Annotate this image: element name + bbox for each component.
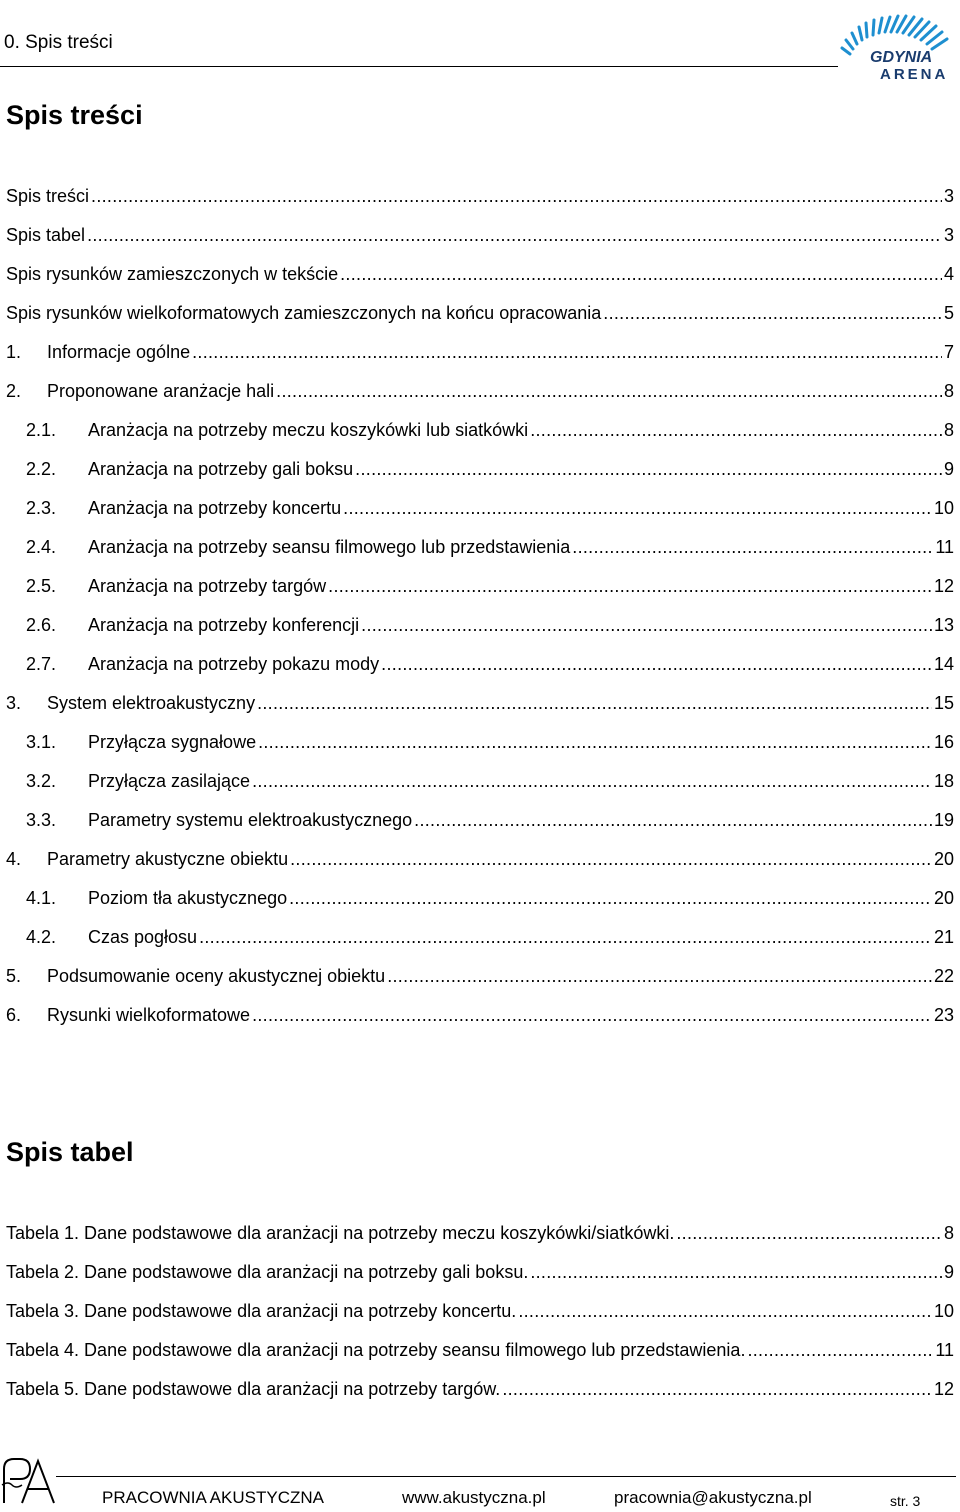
toc-entry-page: 19	[933, 810, 954, 830]
table-entry-text: Tabela 5. Dane podstawowe dla aranżacji na potrzeby targów.	[6, 1379, 501, 1399]
footer-website-link[interactable]: www.akustyczna.pl	[402, 1488, 546, 1507]
toc-entry-page: 3	[943, 186, 954, 206]
toc-entry-text: Przyłącza sygnałowe	[88, 732, 257, 752]
table-entry[interactable]	[6, 1338, 954, 1362]
toc-entry-number: 2.3.	[26, 498, 57, 518]
toc-entry[interactable]	[6, 964, 954, 988]
footer-page-number: str. 3	[890, 1493, 921, 1509]
toc-entry-text: Poziom tła akustycznego	[88, 888, 288, 908]
toc-entry-text: Podsumowanie oceny akustycznej obiektu	[47, 966, 386, 986]
section-title: 0. Spis treści	[4, 32, 113, 53]
dot-leader	[502, 1377, 932, 1401]
table-entry[interactable]	[6, 1221, 954, 1245]
toc-entry-text: Aranżacja na potrzeby targów	[88, 576, 327, 596]
toc-entry-page: 16	[933, 732, 954, 752]
toc-entry-number: 1.	[6, 342, 22, 362]
toc-entry-text: Informacje ogólne	[47, 342, 191, 362]
toc-entry-page: 8	[943, 420, 954, 440]
toc-entry[interactable]	[6, 769, 954, 793]
toc-entry-page: 20	[933, 888, 954, 908]
toc-entry[interactable]	[6, 340, 954, 364]
toc-entry-text: Aranżacja na potrzeby seansu filmowego lub przedstawienia	[88, 537, 571, 557]
table-entry-page: 8	[943, 1223, 954, 1243]
toc-entry-number: 2.6.	[26, 615, 57, 635]
toc-entry-text: Spis rysunków wielkoformatowych zamieszczonych na końcu opracowania	[6, 303, 602, 323]
tables-heading: Spis tabel	[6, 1137, 134, 1167]
dot-leader	[387, 964, 932, 988]
toc-entry-page: 10	[933, 498, 954, 518]
toc-entry[interactable]	[6, 886, 954, 910]
toc-entry[interactable]	[6, 574, 954, 598]
toc-entry-number: 4.	[6, 849, 22, 869]
dot-leader	[361, 613, 932, 637]
table-entry-page: 10	[933, 1301, 954, 1321]
toc-entry[interactable]	[6, 613, 954, 637]
toc-entry-number: 2.	[6, 381, 22, 401]
dot-leader	[530, 1260, 942, 1284]
toc-entry-page: 18	[933, 771, 954, 791]
dot-leader	[289, 886, 932, 910]
toc-entry-text: Aranżacja na potrzeby konferencji	[88, 615, 360, 635]
toc-entry[interactable]	[6, 262, 954, 286]
toc-entry-number: 3.3.	[26, 810, 57, 830]
dot-leader	[290, 847, 932, 871]
dot-leader	[518, 1299, 932, 1323]
toc-entry[interactable]	[6, 496, 954, 520]
toc-entry-number: 2.2.	[26, 459, 57, 479]
toc-entry-page: 11	[935, 537, 954, 557]
footer-org-name: PRACOWNIA AKUSTYCZNA	[102, 1488, 324, 1507]
toc-entry[interactable]	[6, 652, 954, 676]
toc-entry-text: Aranżacja na potrzeby gali boksu	[88, 459, 354, 479]
table-entry[interactable]	[6, 1260, 954, 1284]
toc-entry-text: Aranżacja na potrzeby meczu koszykówki lub siatkówki	[88, 420, 529, 440]
dot-leader	[340, 262, 942, 286]
table-entry[interactable]	[6, 1377, 954, 1401]
dot-leader	[91, 184, 942, 208]
dot-leader	[328, 574, 932, 598]
toc-entry-number: 4.1.	[26, 888, 57, 908]
gdynia-arena-logo	[836, 2, 958, 84]
header-divider	[0, 66, 838, 67]
toc-entry[interactable]	[6, 925, 954, 949]
toc-entry-text: Proponowane aranżacje hali	[47, 381, 275, 401]
toc-entry-number: 2.4.	[26, 537, 57, 557]
toc-entry-text: Spis rysunków zamieszczonych w tekście	[6, 264, 339, 284]
toc-entry-page: 22	[933, 966, 954, 986]
toc-entry-page: 9	[943, 459, 954, 479]
toc-entry-page: 13	[933, 615, 954, 635]
toc-entry-number: 5.	[6, 966, 22, 986]
table-entry-text: Tabela 2. Dane podstawowe dla aranżacji na potrzeby gali boksu.	[6, 1262, 529, 1282]
toc-entry-text: Parametry akustyczne obiektu	[47, 849, 289, 869]
toc-entry-page: 21	[933, 927, 954, 947]
table-entry-text: Tabela 3. Dane podstawowe dla aranżacji na potrzeby koncertu.	[6, 1301, 517, 1321]
toc-entry[interactable]	[6, 379, 954, 403]
dot-leader	[199, 925, 932, 949]
dot-leader	[87, 223, 942, 247]
toc-entry-number: 3.1.	[26, 732, 57, 752]
svg-text:ARENA: ARENA	[880, 66, 949, 83]
dot-leader	[252, 1003, 932, 1027]
toc-entry-text: Rysunki wielkoformatowe	[47, 1005, 251, 1025]
toc-entry[interactable]	[6, 457, 954, 481]
footer-email-link[interactable]: pracownia@akustyczna.pl	[614, 1488, 812, 1507]
toc-entry-page: 15	[933, 693, 954, 713]
toc-entry-page: 14	[933, 654, 954, 674]
toc-entry-page: 3	[943, 225, 954, 245]
toc-entry-page: 7	[943, 342, 954, 362]
toc-entry-text: Aranżacja na potrzeby pokazu mody	[88, 654, 380, 674]
table-entry-page: 12	[933, 1379, 954, 1399]
toc-entry-text: Spis tabel	[6, 225, 86, 245]
dot-leader	[414, 808, 932, 832]
toc-entry[interactable]	[6, 1003, 954, 1027]
toc-heading: Spis treści	[6, 100, 143, 130]
toc-entry-page: 4	[943, 264, 954, 284]
toc-entry-page: 12	[933, 576, 954, 596]
dot-leader	[276, 379, 942, 403]
toc-entry-page: 8	[943, 381, 954, 401]
toc-entry-page: 20	[933, 849, 954, 869]
table-entry-text: Tabela 1. Dane podstawowe dla aranżacji na potrzeby meczu koszykówki/siatkówki.	[6, 1223, 675, 1243]
toc-entry[interactable]	[6, 535, 954, 559]
table-entry[interactable]	[6, 1299, 954, 1323]
table-entry-text: Tabela 4. Dane podstawowe dla aranżacji na potrzeby seansu filmowego lub przedstawienia.	[6, 1340, 746, 1360]
toc-entry[interactable]	[6, 301, 954, 325]
dot-leader	[258, 730, 932, 754]
dot-leader	[355, 457, 942, 481]
dot-leader	[192, 340, 942, 364]
toc-entry[interactable]	[6, 691, 954, 715]
toc-entry-text: Przyłącza zasilające	[88, 771, 251, 791]
toc-entry-number: 2.5.	[26, 576, 57, 596]
page-header	[0, 0, 960, 90]
table-entry-page: 11	[935, 1340, 954, 1360]
toc-entry[interactable]	[6, 223, 954, 247]
toc-entry[interactable]	[6, 184, 954, 208]
dot-leader	[257, 691, 932, 715]
pracownia-akustyczna-logo	[0, 1455, 58, 1512]
dot-leader	[603, 301, 942, 325]
table-entry-page: 9	[943, 1262, 954, 1282]
dot-leader	[530, 418, 942, 442]
toc-entry-text: Parametry systemu elektroakustycznego	[88, 810, 413, 830]
dot-leader	[343, 496, 932, 520]
toc-entry[interactable]	[6, 418, 954, 442]
toc-entry-number: 3.2.	[26, 771, 57, 791]
toc-entry[interactable]	[6, 730, 954, 754]
toc-entry-number: 4.2.	[26, 927, 57, 947]
dot-leader	[676, 1221, 942, 1245]
toc-entry-page: 23	[933, 1005, 954, 1025]
toc-entry[interactable]	[6, 808, 954, 832]
toc-entry-text: Czas pogłosu	[88, 927, 198, 947]
footer-divider	[56, 1476, 956, 1477]
toc-entry-text: Aranżacja na potrzeby koncertu	[88, 498, 342, 518]
toc-entry-number: 6.	[6, 1005, 22, 1025]
dot-leader	[252, 769, 932, 793]
svg-text:GDYNIA: GDYNIA	[870, 49, 933, 66]
page-footer	[0, 1455, 960, 1508]
dot-leader	[747, 1338, 933, 1362]
toc-entry-number: 2.1.	[26, 420, 57, 440]
toc-entry-number: 2.7.	[26, 654, 57, 674]
toc-entry-number: 3.	[6, 693, 22, 713]
dot-leader	[381, 652, 932, 676]
toc-entry[interactable]	[6, 847, 954, 871]
toc-entry-text: Spis treści	[6, 186, 90, 206]
toc-entry-text: System elektroakustyczny	[47, 693, 256, 713]
toc-entry-page: 5	[943, 303, 954, 323]
dot-leader	[572, 535, 933, 559]
